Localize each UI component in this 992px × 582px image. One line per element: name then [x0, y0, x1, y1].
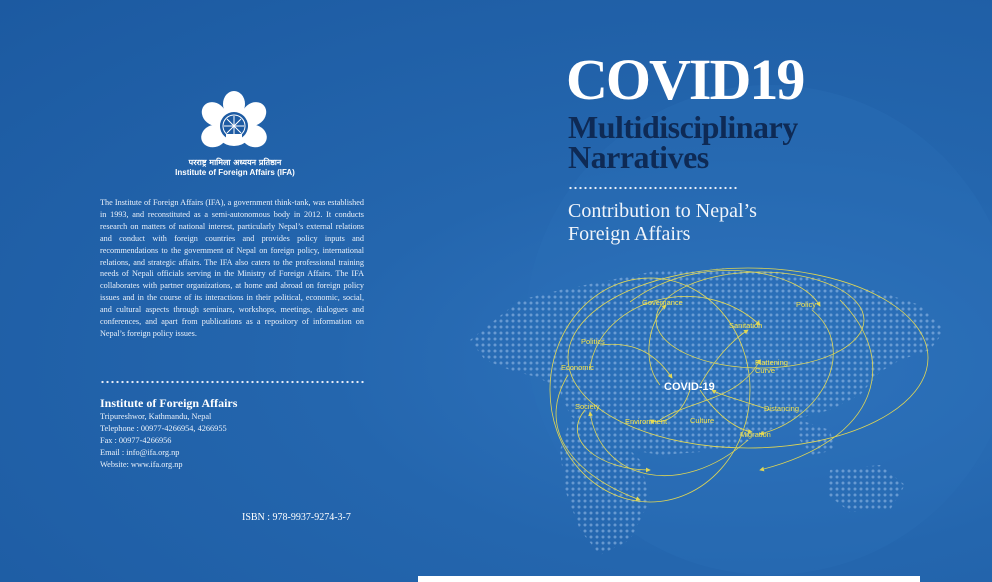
subtitle-line2: Foreign Affairs — [568, 223, 691, 245]
diagram-arc — [600, 344, 672, 378]
contact-website: Website: www.ifa.org.np — [100, 460, 183, 469]
diagram-node-environment: Environment — [625, 417, 668, 426]
isbn: ISBN : 978-9937-9274-3-7 — [242, 512, 351, 523]
diagram-loop — [568, 268, 928, 448]
diagram-arc — [712, 390, 770, 410]
diagram-arc — [760, 300, 873, 470]
org-name-english: Institute of Foreign Affairs (IFA) — [175, 168, 295, 177]
diagram-node-flattening-curve — [755, 358, 790, 375]
diagram-node-curve: Curve — [755, 366, 776, 375]
org-name-nepali: परराष्ट्र मामिला अध्ययन प्रतिष्ठान — [188, 158, 282, 167]
title-sub-line2: Narratives — [568, 139, 709, 175]
diagram-node-economic: Economic — [561, 363, 594, 372]
diagram-node-migration: Migration — [740, 430, 771, 439]
title-main: COVID19 — [566, 47, 804, 112]
diagram-arc — [649, 305, 666, 385]
diagram-node-culture: Culture — [690, 416, 715, 425]
diagram-arc — [700, 330, 748, 385]
diagram-node-distancing: Distancing — [764, 404, 800, 413]
diagram-center-label: COVID-19 — [664, 381, 715, 393]
title-sub-line1: Multidisciplinary — [568, 109, 798, 145]
diagram-node-politics: Politics — [581, 337, 605, 346]
contact-address: Tripureshwor, Kathmandu, Nepal — [100, 412, 212, 421]
diagram-node-sanitation: Sanitation — [729, 321, 763, 330]
about-paragraph: The Institute of Foreign Affairs (IFA), a government think-tank, was established in 1993, and reconstituted as a semi-autonomous body in 2012. It conducts research on matters of national interest, particularly Nepal’s external relations and conduct with foreign countries and provides policy inputs and recommendations to the government of Nepal on foreign policy, international relations, and strategic affairs. The IFA also caters to the professional training needs of Nepali officials serving in the Ministry of Foreign Affairs. The IFA collaborates with partner organizations, at home and abroad on foreign policy issues and in the course of its interactions in their political, economic, social, and cultural aspects through seminars, workshops, meetings, dialogues and conferences, and apart from publications as a repository of information on Nepal’s foreign policy issues. — [100, 198, 364, 338]
diagram-node-society: Society — [575, 402, 600, 411]
subtitle-line1: Contribution to Nepal’s — [568, 200, 757, 222]
diagram-node-flattening: Flattening — [755, 358, 788, 367]
contact-telephone: Telephone : 00977-4266954, 4266955 — [100, 424, 227, 433]
diagram-arc — [700, 390, 752, 432]
bottom-edge-strip — [418, 576, 920, 582]
contact-heading: Institute of Foreign Affairs — [100, 396, 238, 410]
contact-email: Email : info@ifa.org.np — [100, 448, 180, 457]
diagram-node-policy: Policy — [796, 300, 817, 309]
contact-fax: Fax : 00977-4266956 — [100, 436, 172, 445]
diagram-arc — [590, 412, 748, 476]
diagram-node-governance: Governance — [642, 298, 683, 307]
diagram-arc — [590, 296, 763, 368]
